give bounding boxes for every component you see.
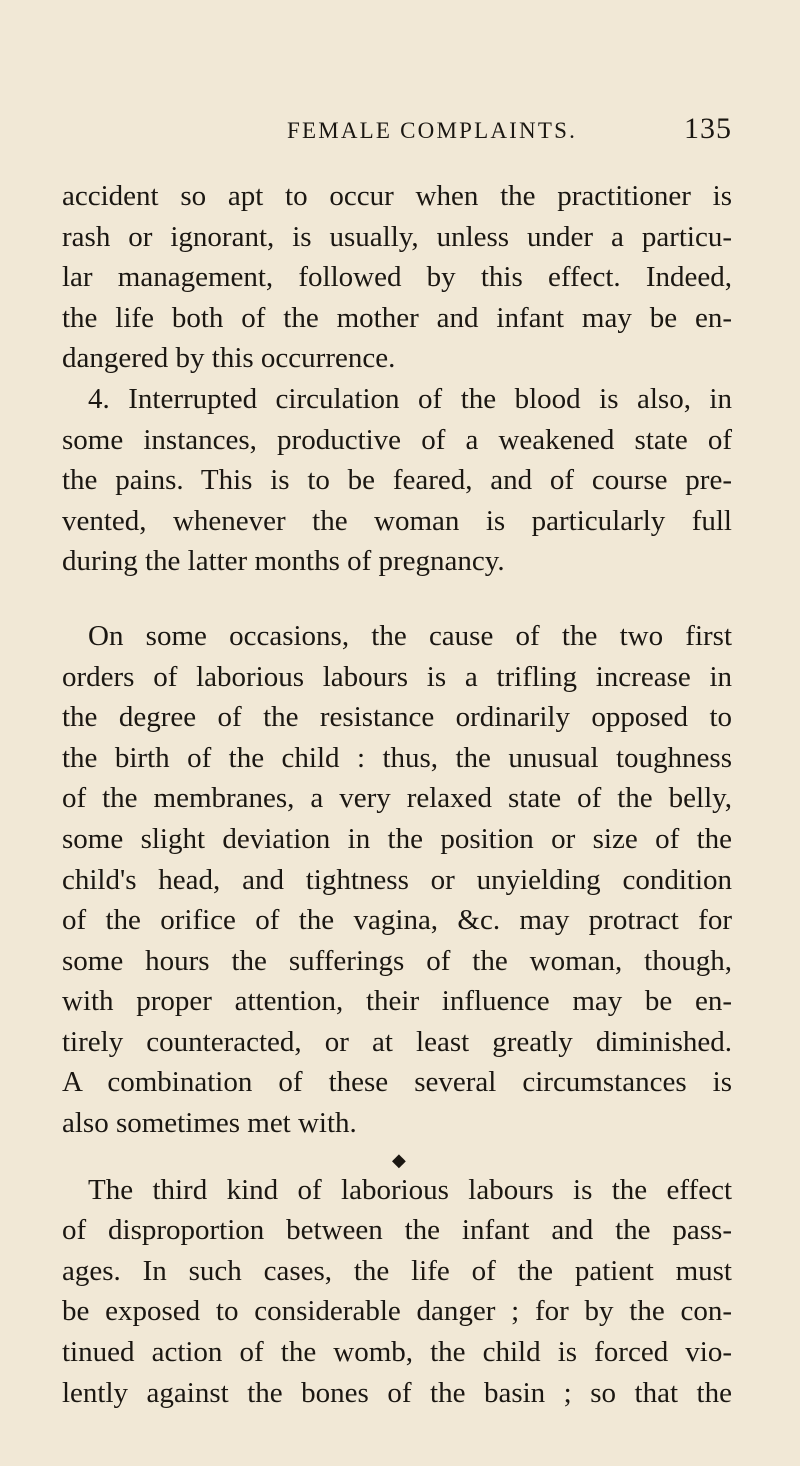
running-head [62,112,732,154]
text-line: the pains. This is to be feared, and of course pre- [62,464,732,497]
text-line: the degree of the resistance ordinarily opposed to [62,701,732,734]
text-line: some instances, productive of a weakened state of [62,423,732,456]
paragraph-2 [62,379,732,582]
text-line: with proper attention, their influence may be en- [62,985,732,1018]
paragraph-4 [62,1170,732,1414]
text-line: 4. Interrupted circulation of the blood is also, in [88,382,732,415]
text-line: A combination of these several circumstances is [62,1066,732,1099]
body-text [62,176,732,1413]
text-line: of the orifice of the vagina, &c. may protract for [62,904,732,937]
text-line: the birth of the child : thus, the unusual toughness [62,741,732,774]
text-line: rash or ignorant, is usually, unless under a particu- [62,220,732,253]
text-line: the life both of the mother and infant may be en- [62,301,732,334]
text-line: dangered by this occurrence. [62,342,396,375]
text-line: orders of laborious labours is a trifling increase in [62,660,732,693]
text-line: ages. In such cases, the life of the patient must [62,1254,732,1287]
text-line: tirely counteracted, or at least greatly diminished. [62,1025,732,1058]
text-line: The third kind of laborious labours is the effect [88,1173,732,1206]
text-line: of the membranes, a very relaxed state of the belly, [62,782,732,815]
text-line: lently against the bones of the basin ; so that the [62,1376,732,1409]
text-line: of disproportion between the infant and the pass- [62,1214,732,1247]
text-line: also sometimes met with. [62,1107,357,1140]
text-line: On some occasions, the cause of the two first [88,619,732,652]
paragraph-3 [62,616,732,1144]
text-line: some hours the sufferings of the woman, though, [62,944,732,977]
ornament-mark: ◆ [392,1149,406,1170]
paragraph-1 [62,176,732,379]
text-line: accident so apt to occur when the practitioner is [62,180,732,212]
paragraph-gap [62,582,732,616]
text-line: lar management, followed by this effect. Indeed, [62,261,732,294]
page-number: 135 [684,112,732,145]
text-line: vented, whenever the woman is particularly full [62,504,732,537]
text-line: tinued action of the womb, the child is forced vio- [62,1336,732,1369]
running-title: FEMALE COMPLAINTS. [286,118,578,143]
text-line: some slight deviation in the position or size of the [62,822,732,855]
text-line: during the latter months of pregnancy. [62,545,505,578]
text-line: be exposed to considerable danger ; for by the con- [62,1295,732,1328]
text-line: child's head, and tightness or unyielding condition [62,863,732,896]
